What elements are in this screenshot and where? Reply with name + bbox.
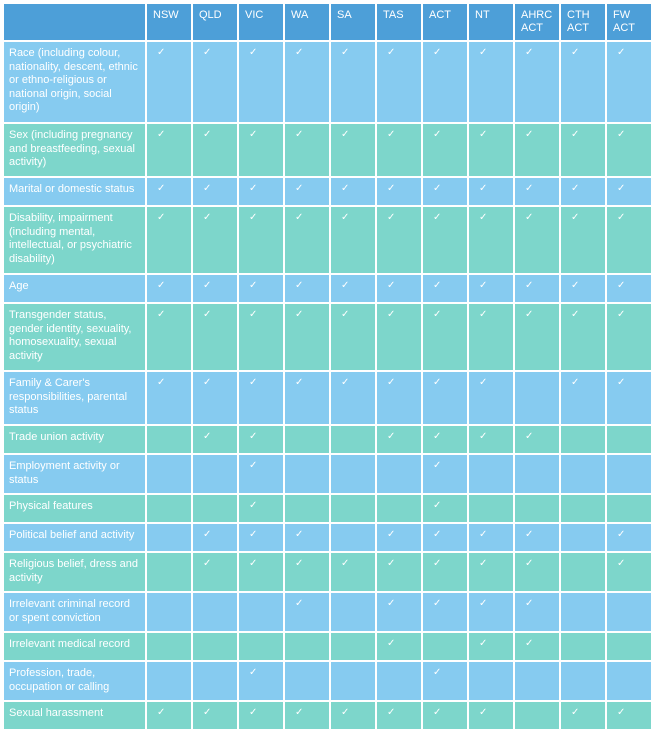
check-icon: ✓ bbox=[193, 702, 237, 729]
check-icon: ✓ bbox=[239, 553, 283, 591]
check-icon: ✓ bbox=[607, 372, 651, 424]
column-header: FW ACT bbox=[607, 4, 651, 40]
check-icon: ✓ bbox=[469, 178, 513, 205]
empty-cell bbox=[193, 593, 237, 631]
check-icon: ✓ bbox=[377, 426, 421, 453]
empty-cell bbox=[331, 455, 375, 493]
table-row bbox=[4, 426, 651, 453]
table-row bbox=[4, 178, 651, 205]
check-icon: ✓ bbox=[561, 275, 605, 302]
check-icon: ✓ bbox=[239, 702, 283, 729]
empty-cell bbox=[331, 426, 375, 453]
check-icon: ✓ bbox=[285, 702, 329, 729]
table-row bbox=[4, 42, 651, 122]
check-icon: ✓ bbox=[469, 524, 513, 551]
table-row bbox=[4, 455, 651, 493]
check-icon: ✓ bbox=[331, 178, 375, 205]
check-icon: ✓ bbox=[377, 275, 421, 302]
check-icon: ✓ bbox=[515, 304, 559, 370]
check-icon: ✓ bbox=[239, 178, 283, 205]
row-label: Profession, trade, occupation or calling bbox=[4, 662, 145, 700]
check-icon: ✓ bbox=[377, 553, 421, 591]
empty-cell bbox=[285, 495, 329, 522]
check-icon: ✓ bbox=[423, 495, 467, 522]
empty-cell bbox=[193, 633, 237, 660]
empty-cell bbox=[561, 426, 605, 453]
empty-cell bbox=[469, 662, 513, 700]
empty-cell bbox=[561, 495, 605, 522]
empty-cell bbox=[377, 455, 421, 493]
check-icon: ✓ bbox=[607, 124, 651, 176]
check-icon: ✓ bbox=[423, 372, 467, 424]
table-row bbox=[4, 553, 651, 591]
empty-cell bbox=[561, 662, 605, 700]
check-icon: ✓ bbox=[193, 124, 237, 176]
check-icon: ✓ bbox=[423, 593, 467, 631]
empty-cell bbox=[147, 455, 191, 493]
check-icon: ✓ bbox=[469, 207, 513, 273]
row-label: Physical features bbox=[4, 495, 145, 522]
empty-cell bbox=[377, 495, 421, 522]
table-row bbox=[4, 495, 651, 522]
check-icon: ✓ bbox=[515, 124, 559, 176]
empty-cell bbox=[147, 593, 191, 631]
check-icon: ✓ bbox=[607, 207, 651, 273]
check-icon: ✓ bbox=[469, 553, 513, 591]
empty-cell bbox=[147, 495, 191, 522]
empty-cell bbox=[607, 455, 651, 493]
check-icon: ✓ bbox=[285, 178, 329, 205]
row-label: Sex (including pregnancy and breastfeeding, sexual activity) bbox=[4, 124, 145, 176]
check-icon: ✓ bbox=[423, 426, 467, 453]
table-body bbox=[4, 42, 651, 729]
empty-cell bbox=[561, 553, 605, 591]
check-icon: ✓ bbox=[147, 372, 191, 424]
check-icon: ✓ bbox=[285, 275, 329, 302]
check-icon: ✓ bbox=[239, 662, 283, 700]
empty-cell bbox=[285, 662, 329, 700]
check-icon: ✓ bbox=[147, 42, 191, 122]
check-icon: ✓ bbox=[377, 372, 421, 424]
row-label: Age bbox=[4, 275, 145, 302]
check-icon: ✓ bbox=[239, 455, 283, 493]
check-icon: ✓ bbox=[561, 372, 605, 424]
check-icon: ✓ bbox=[239, 426, 283, 453]
check-icon: ✓ bbox=[469, 124, 513, 176]
check-icon: ✓ bbox=[331, 553, 375, 591]
check-icon: ✓ bbox=[469, 593, 513, 631]
check-icon: ✓ bbox=[515, 426, 559, 453]
check-icon: ✓ bbox=[607, 524, 651, 551]
check-icon: ✓ bbox=[423, 178, 467, 205]
empty-cell bbox=[331, 495, 375, 522]
check-icon: ✓ bbox=[515, 524, 559, 551]
check-icon: ✓ bbox=[423, 702, 467, 729]
check-icon: ✓ bbox=[561, 178, 605, 205]
column-header: TAS bbox=[377, 4, 421, 40]
check-icon: ✓ bbox=[423, 553, 467, 591]
header-row bbox=[4, 4, 651, 40]
check-icon: ✓ bbox=[331, 372, 375, 424]
check-icon: ✓ bbox=[147, 275, 191, 302]
empty-cell bbox=[515, 662, 559, 700]
empty-cell bbox=[607, 593, 651, 631]
check-icon: ✓ bbox=[193, 178, 237, 205]
check-icon: ✓ bbox=[193, 524, 237, 551]
empty-cell bbox=[515, 455, 559, 493]
empty-cell bbox=[469, 455, 513, 493]
check-icon: ✓ bbox=[377, 42, 421, 122]
empty-cell bbox=[331, 593, 375, 631]
column-header: QLD bbox=[193, 4, 237, 40]
check-icon: ✓ bbox=[607, 275, 651, 302]
check-icon: ✓ bbox=[423, 42, 467, 122]
empty-cell bbox=[423, 633, 467, 660]
table-row bbox=[4, 207, 651, 273]
empty-cell bbox=[193, 455, 237, 493]
check-icon: ✓ bbox=[515, 42, 559, 122]
check-icon: ✓ bbox=[239, 495, 283, 522]
check-icon: ✓ bbox=[285, 553, 329, 591]
check-icon: ✓ bbox=[377, 304, 421, 370]
check-icon: ✓ bbox=[331, 702, 375, 729]
column-header: NSW bbox=[147, 4, 191, 40]
check-icon: ✓ bbox=[515, 553, 559, 591]
check-icon: ✓ bbox=[423, 455, 467, 493]
empty-cell bbox=[147, 553, 191, 591]
check-icon: ✓ bbox=[193, 304, 237, 370]
empty-cell bbox=[331, 524, 375, 551]
empty-cell bbox=[239, 633, 283, 660]
check-icon: ✓ bbox=[607, 702, 651, 729]
table-row bbox=[4, 124, 651, 176]
check-icon: ✓ bbox=[561, 702, 605, 729]
check-icon: ✓ bbox=[331, 304, 375, 370]
check-icon: ✓ bbox=[331, 275, 375, 302]
check-icon: ✓ bbox=[285, 207, 329, 273]
check-icon: ✓ bbox=[607, 304, 651, 370]
column-header: CTH ACT bbox=[561, 4, 605, 40]
check-icon: ✓ bbox=[423, 662, 467, 700]
check-icon: ✓ bbox=[469, 426, 513, 453]
check-icon: ✓ bbox=[607, 42, 651, 122]
check-icon: ✓ bbox=[423, 304, 467, 370]
table-row bbox=[4, 593, 651, 631]
check-icon: ✓ bbox=[239, 304, 283, 370]
check-icon: ✓ bbox=[193, 372, 237, 424]
check-icon: ✓ bbox=[423, 524, 467, 551]
check-icon: ✓ bbox=[285, 124, 329, 176]
check-icon: ✓ bbox=[377, 207, 421, 273]
empty-cell bbox=[607, 495, 651, 522]
column-header: SA bbox=[331, 4, 375, 40]
check-icon: ✓ bbox=[377, 124, 421, 176]
check-icon: ✓ bbox=[561, 207, 605, 273]
empty-cell bbox=[561, 633, 605, 660]
check-icon: ✓ bbox=[377, 524, 421, 551]
check-icon: ✓ bbox=[193, 42, 237, 122]
empty-cell bbox=[285, 426, 329, 453]
empty-cell bbox=[239, 593, 283, 631]
empty-cell bbox=[561, 593, 605, 631]
check-icon: ✓ bbox=[193, 275, 237, 302]
check-icon: ✓ bbox=[423, 275, 467, 302]
empty-cell bbox=[469, 495, 513, 522]
table-row bbox=[4, 372, 651, 424]
check-icon: ✓ bbox=[423, 207, 467, 273]
check-icon: ✓ bbox=[423, 124, 467, 176]
check-icon: ✓ bbox=[377, 593, 421, 631]
check-icon: ✓ bbox=[515, 178, 559, 205]
check-icon: ✓ bbox=[469, 42, 513, 122]
check-icon: ✓ bbox=[193, 426, 237, 453]
check-icon: ✓ bbox=[285, 42, 329, 122]
empty-cell bbox=[515, 372, 559, 424]
column-header: NT bbox=[469, 4, 513, 40]
check-icon: ✓ bbox=[239, 42, 283, 122]
column-header: WA bbox=[285, 4, 329, 40]
empty-cell bbox=[331, 633, 375, 660]
check-icon: ✓ bbox=[377, 702, 421, 729]
table-row bbox=[4, 524, 651, 551]
table-row bbox=[4, 702, 651, 729]
check-icon: ✓ bbox=[469, 275, 513, 302]
empty-cell bbox=[561, 455, 605, 493]
column-header: ACT bbox=[423, 4, 467, 40]
check-icon: ✓ bbox=[193, 207, 237, 273]
check-icon: ✓ bbox=[239, 275, 283, 302]
empty-cell bbox=[193, 662, 237, 700]
check-icon: ✓ bbox=[515, 633, 559, 660]
empty-cell bbox=[285, 633, 329, 660]
empty-cell bbox=[377, 662, 421, 700]
row-label: Irrelevant medical record bbox=[4, 633, 145, 660]
row-label: Transgender status, gender identity, sexuality, homosexuality, sexual activity bbox=[4, 304, 145, 370]
check-icon: ✓ bbox=[561, 124, 605, 176]
check-icon: ✓ bbox=[147, 178, 191, 205]
check-icon: ✓ bbox=[561, 304, 605, 370]
check-icon: ✓ bbox=[239, 207, 283, 273]
row-label: Religious belief, dress and activity bbox=[4, 553, 145, 591]
check-icon: ✓ bbox=[239, 124, 283, 176]
check-icon: ✓ bbox=[607, 553, 651, 591]
table-row bbox=[4, 304, 651, 370]
row-label: Marital or domestic status bbox=[4, 178, 145, 205]
row-label: Family & Carer's responsibilities, parental status bbox=[4, 372, 145, 424]
check-icon: ✓ bbox=[239, 524, 283, 551]
check-icon: ✓ bbox=[285, 524, 329, 551]
empty-cell bbox=[561, 524, 605, 551]
check-icon: ✓ bbox=[285, 372, 329, 424]
check-icon: ✓ bbox=[469, 633, 513, 660]
row-label: Political belief and activity bbox=[4, 524, 145, 551]
row-label: Disability, impairment (including mental, intellectual, or psychiatric disability) bbox=[4, 207, 145, 273]
column-header: VIC bbox=[239, 4, 283, 40]
check-icon: ✓ bbox=[515, 275, 559, 302]
empty-cell bbox=[285, 455, 329, 493]
check-icon: ✓ bbox=[331, 207, 375, 273]
empty-cell bbox=[607, 633, 651, 660]
check-icon: ✓ bbox=[331, 42, 375, 122]
check-icon: ✓ bbox=[469, 304, 513, 370]
empty-cell bbox=[147, 426, 191, 453]
empty-cell bbox=[147, 662, 191, 700]
check-icon: ✓ bbox=[147, 702, 191, 729]
check-icon: ✓ bbox=[147, 304, 191, 370]
empty-cell bbox=[607, 426, 651, 453]
check-icon: ✓ bbox=[377, 633, 421, 660]
empty-cell bbox=[515, 702, 559, 729]
header-corner bbox=[4, 4, 145, 40]
row-label: Race (including colour, nationality, descent, ethnic or ethno-religious or national origin, social origin) bbox=[4, 42, 145, 122]
check-icon: ✓ bbox=[469, 372, 513, 424]
empty-cell bbox=[193, 495, 237, 522]
check-icon: ✓ bbox=[607, 178, 651, 205]
row-label: Employment activity or status bbox=[4, 455, 145, 493]
check-icon: ✓ bbox=[147, 207, 191, 273]
check-icon: ✓ bbox=[147, 124, 191, 176]
check-icon: ✓ bbox=[193, 553, 237, 591]
empty-cell bbox=[515, 495, 559, 522]
check-icon: ✓ bbox=[285, 593, 329, 631]
check-icon: ✓ bbox=[377, 178, 421, 205]
check-icon: ✓ bbox=[515, 207, 559, 273]
check-icon: ✓ bbox=[561, 42, 605, 122]
row-label: Sexual harassment bbox=[4, 702, 145, 729]
discrimination-grounds-table bbox=[2, 2, 653, 731]
check-icon: ✓ bbox=[239, 372, 283, 424]
empty-cell bbox=[331, 662, 375, 700]
empty-cell bbox=[607, 662, 651, 700]
empty-cell bbox=[147, 633, 191, 660]
check-icon: ✓ bbox=[285, 304, 329, 370]
check-icon: ✓ bbox=[515, 593, 559, 631]
check-icon: ✓ bbox=[331, 124, 375, 176]
table-row bbox=[4, 662, 651, 700]
table-row bbox=[4, 275, 651, 302]
row-label: Trade union activity bbox=[4, 426, 145, 453]
table-row bbox=[4, 633, 651, 660]
empty-cell bbox=[147, 524, 191, 551]
check-icon: ✓ bbox=[469, 702, 513, 729]
column-header: AHRC ACT bbox=[515, 4, 559, 40]
row-label: Irrelevant criminal record or spent conviction bbox=[4, 593, 145, 631]
